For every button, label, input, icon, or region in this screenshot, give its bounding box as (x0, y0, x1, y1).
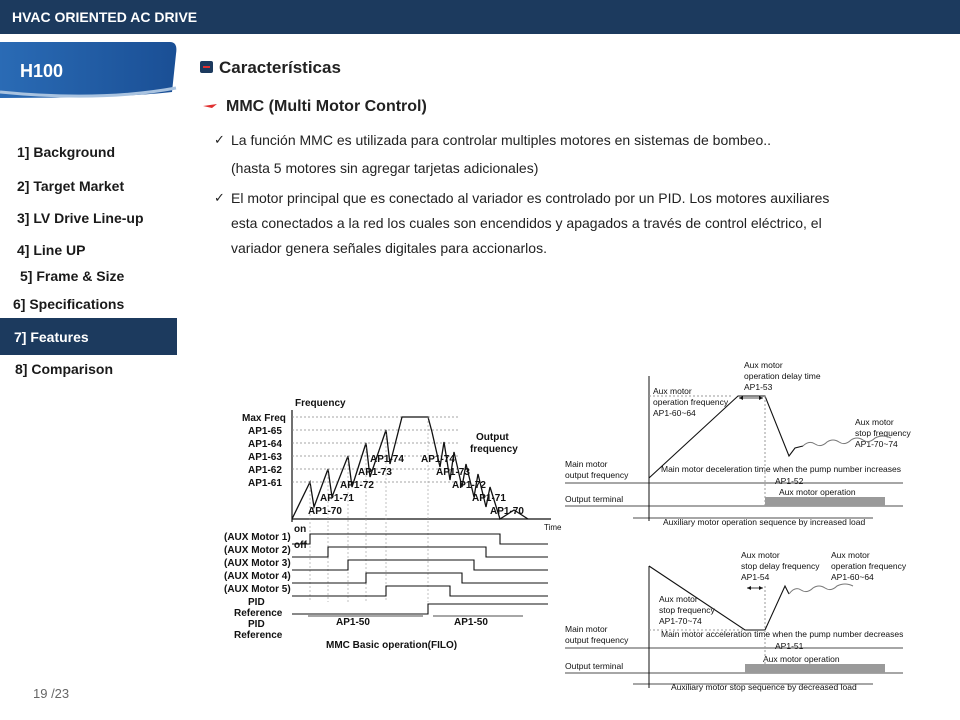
checkmark-icon: ✓ (214, 132, 225, 147)
sidebar-item-features[interactable] (0, 318, 177, 355)
diagram-caption: Auxiliary motor operation sequence by increased load (663, 517, 866, 527)
freq-axis-label: Frequency (295, 398, 346, 409)
sidebar-item-frame-size[interactable]: 5] Frame & Size (20, 268, 125, 284)
level-label: AP1-65 (248, 426, 282, 437)
param-label: AP1-70~74 (659, 616, 702, 626)
fall-label: AP1-71 (472, 493, 506, 504)
decel-label: Main motor deceleration time when the pump number increases (661, 464, 902, 474)
off-label: off (294, 540, 307, 551)
section-icon (200, 61, 213, 73)
level-label: Max Freq (242, 413, 286, 424)
svg-text:operation frequency: operation frequency (653, 397, 729, 407)
level-label: AP1-61 (248, 478, 282, 489)
svg-text:stop delay frequency: stop delay frequency (741, 561, 820, 571)
section-title: Características (219, 58, 341, 77)
svg-text:output frequency: output frequency (565, 470, 629, 480)
svg-text:Aux motor: Aux motor (741, 550, 780, 560)
diagram-caption: MMC Basic operation(FILO) (326, 640, 458, 651)
rise-label: AP1-70 (308, 506, 342, 517)
aux-op-label: Aux motor operation (763, 654, 840, 664)
product-name: H100 (20, 61, 64, 81)
aux-motor-label: (AUX Motor 4) (224, 571, 291, 582)
svg-text:output frequency: output frequency (565, 635, 629, 645)
rise-label: AP1-73 (358, 467, 392, 478)
sidebar-item-lv-drive-lineup[interactable]: 3] LV Drive Line-up (17, 210, 144, 226)
aux-motor-stop-diagram (563, 548, 928, 696)
param-label: AP1-54 (741, 572, 770, 582)
svg-text:Main motor: Main motor (565, 459, 608, 469)
fall-label: AP1-70 (490, 506, 524, 517)
sidebar-item-features-label: 7] Features (14, 329, 89, 345)
sidebar-item-background[interactable]: 1] Background (17, 144, 116, 160)
sidebar-item-specifications[interactable]: 6] Specifications (13, 296, 125, 312)
accel-label: Main motor acceleration time when the pump number decreases (661, 629, 904, 639)
banner-title: HVAC ORIENTED AC DRIVE (12, 9, 198, 25)
pid-label: PID (248, 597, 265, 608)
level-label: AP1-62 (248, 465, 282, 476)
checkmark-icon: ✓ (214, 190, 225, 205)
fall-label: AP1-73 (436, 467, 470, 478)
svg-text:Aux motor: Aux motor (653, 386, 692, 396)
sidebar-item-target-market[interactable]: 2] Target Market (17, 178, 125, 194)
bullet1-line2: (hasta 5 motores sin agregar tarjetas adicionales) (231, 160, 539, 176)
svg-text:stop frequency: stop frequency (855, 428, 911, 438)
pid-label: PID (248, 619, 265, 630)
param-label: AP1-52 (775, 476, 804, 486)
param-label: AP1-50 (336, 617, 370, 628)
page-number: 19 /23 (33, 686, 70, 701)
diagram-caption: Auxiliary motor stop sequence by decreased load (671, 682, 857, 692)
param-label: AP1-50 (454, 617, 488, 628)
param-label: AP1-70~74 (855, 439, 898, 449)
mmc-basic-operation-diagram (218, 392, 563, 652)
fall-label: AP1-72 (452, 480, 486, 491)
rise-label: AP1-74 (370, 454, 404, 465)
param-label: AP1-51 (775, 641, 804, 651)
level-label: AP1-64 (248, 439, 282, 450)
sidebar-item-comparison[interactable]: 8] Comparison (15, 361, 114, 377)
sidebar-item-line-up[interactable]: 4] Line UP (17, 242, 86, 258)
level-label: AP1-63 (248, 452, 282, 463)
param-label: AP1-60~64 (831, 572, 874, 582)
bullet2-line2: esta conectados a la red los cuales son encendidos y apagados a través de control eléctrico, el (231, 215, 822, 231)
arrow-icon (203, 104, 217, 114)
svg-text:operation frequency: operation frequency (831, 561, 907, 571)
aux-motor-label: (AUX Motor 2) (224, 545, 291, 556)
svg-text:operation delay time: operation delay time (744, 371, 821, 381)
bullet2-line1: El motor principal que es conectado al variador es controlado por un PID. Los motores auxiliares (231, 190, 830, 206)
svg-text:stop frequency: stop frequency (659, 605, 715, 615)
svg-text:Aux motor: Aux motor (855, 417, 894, 427)
reference-label: Reference (234, 608, 283, 619)
aux-motor-label: (AUX Motor 5) (224, 584, 291, 595)
aux-motor-label: (AUX Motor 1) (224, 532, 291, 543)
param-label: AP1-60~64 (653, 408, 696, 418)
param-label: AP1-53 (744, 382, 773, 392)
bullet1-line1: La función MMC es utilizada para controlar multiples motores en sistemas de bombeo.. (231, 132, 772, 148)
fall-label: AP1-74 (421, 454, 455, 465)
svg-text:Aux motor: Aux motor (744, 360, 783, 370)
output-frequency-label: Output frequency (470, 432, 518, 455)
top-banner (0, 0, 960, 34)
svg-text:Aux motor: Aux motor (831, 550, 870, 560)
aux-motor-label: (AUX Motor 3) (224, 558, 291, 569)
bullet2-line3: variador genera señales digitales para accionarlos. (231, 240, 547, 256)
aux-op-label: Aux motor operation (779, 487, 856, 497)
subtitle: MMC (Multi Motor Control) (226, 98, 427, 115)
aux-motor-operation-diagram (563, 356, 928, 531)
time-axis-label: Time (544, 523, 562, 532)
rise-label: AP1-72 (340, 480, 374, 491)
svg-text:Main motor: Main motor (565, 624, 608, 634)
on-label: on (294, 524, 307, 535)
terminal-label: Output terminal (565, 661, 624, 671)
terminal-label: Output terminal (565, 494, 624, 504)
svg-text:Aux motor: Aux motor (659, 594, 698, 604)
rise-label: AP1-71 (320, 493, 354, 504)
reference-label: Reference (234, 630, 283, 641)
